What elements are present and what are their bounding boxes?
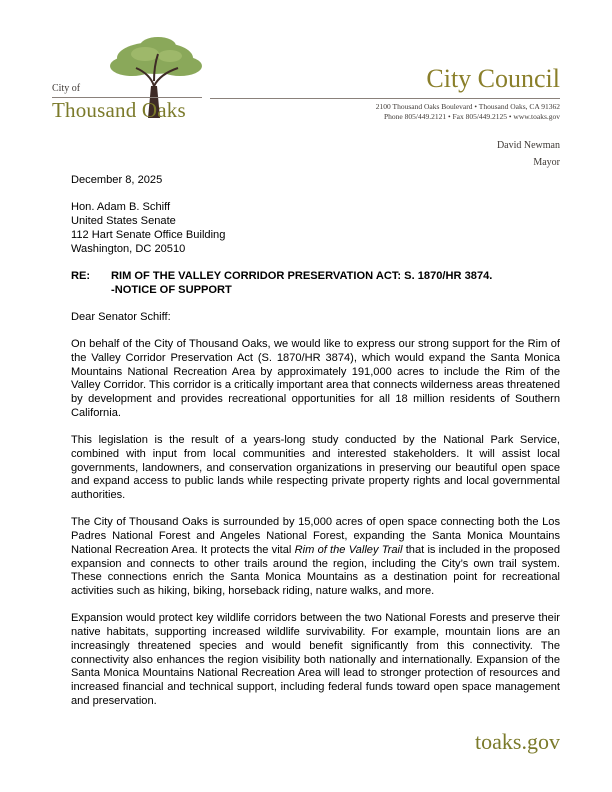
recipient-address xyxy=(71,201,560,256)
mayor-title: Mayor xyxy=(533,157,560,168)
letterhead-address xyxy=(376,102,560,122)
paragraph-3-start: The City of Thousand Oaks is surrounded by 15,000 acres of open space connecting both the Los Padres National Forest and Angeles National Forest, expanding the Santa Monica Mountains National Recreation Area. It protects the vital xyxy=(71,516,560,556)
logo-city-of-text: City of xyxy=(52,83,81,94)
subject-text xyxy=(111,270,492,297)
mayor-name: David Newman xyxy=(496,140,560,151)
letterhead-divider xyxy=(210,98,560,99)
letter-body xyxy=(71,174,560,722)
recipient-line-4: Washington, DC 20510 xyxy=(71,242,186,255)
recipient-line-1: Hon. Adam B. Schiff xyxy=(71,201,171,214)
subject-line-1: RIM OF THE VALLEY CORRIDOR PRESERVATION ACT: S. 1870/HR 3874. xyxy=(111,269,493,282)
subject-label: RE: xyxy=(71,269,91,282)
paragraph-3-end: that is included in the proposed expansion and connects to other trails around the region, including the City’s own trail system. These connections enrich the Santa Monica Mountains as a destination point for recreational activities such as hiking, biking, horseback riding, nature walks, and more. xyxy=(71,543,561,597)
recipient-line-3: 112 Hart Senate Office Building xyxy=(71,228,226,241)
salutation: Dear Senator Schiff: xyxy=(71,310,171,323)
trail-name: Rim of the Valley Trail xyxy=(294,543,403,556)
mayor-block xyxy=(497,137,560,171)
letter-date: December 8, 2025 xyxy=(71,174,163,186)
subject-line xyxy=(71,270,560,297)
paragraph-3 xyxy=(71,516,560,598)
paragraph-1: On behalf of the City of Thousand Oaks, we would like to express our strong support for the Rim of the Valley Corridor Preservation Act (S. 1870/HR 3874), which would expand the Santa Monica Mountains National Recreation Area by approximately 191,000 acres to include the Rim of the Valley Corridor. This corridor is a critically important area that connects wilderness areas threatened by development and provides recreational opportunities for all 18 million residents of Southern California. xyxy=(71,338,560,419)
address-line-2: Phone 805/449.2121 • Fax 805/449.2125 • www.toaks.gov xyxy=(383,112,560,121)
paragraph-4: Expansion would protect key wildlife corridors between the two National Forests and preserve their native habitats, supporting increased wildlife survivability. For example, mountain lions are an increasingly threatened species and would benefit significantly from this connectivity. The connectivity also enhances the region visibility both nationally and internationally. Expansion of the Santa Monica Mountains National Recreation Area will lead to stronger protection of resources and increased financial and technical support, including federal funds toward open space management and preservation. xyxy=(71,612,560,707)
city-council-title: City Council xyxy=(426,64,560,93)
paragraph-2: This legislation is the result of a years-long study conducted by the National Park Service, combined with input from local communities and interested stakeholders. It will assist local governments, landowners, and conservation organizations in preserving our beautiful open space and expand access to public lands while respecting private property rights and local governmental authorities. xyxy=(71,434,560,502)
recipient-line-2: United States Senate xyxy=(71,215,176,228)
subject-line-2: -NOTICE OF SUPPORT xyxy=(111,283,232,296)
logo-city-name: Thousand Oaks xyxy=(52,98,186,122)
address-line-1: 2100 Thousand Oaks Boulevard • Thousand Oaks, CA 91362 xyxy=(375,102,560,111)
footer-website: toaks.gov xyxy=(475,729,560,754)
